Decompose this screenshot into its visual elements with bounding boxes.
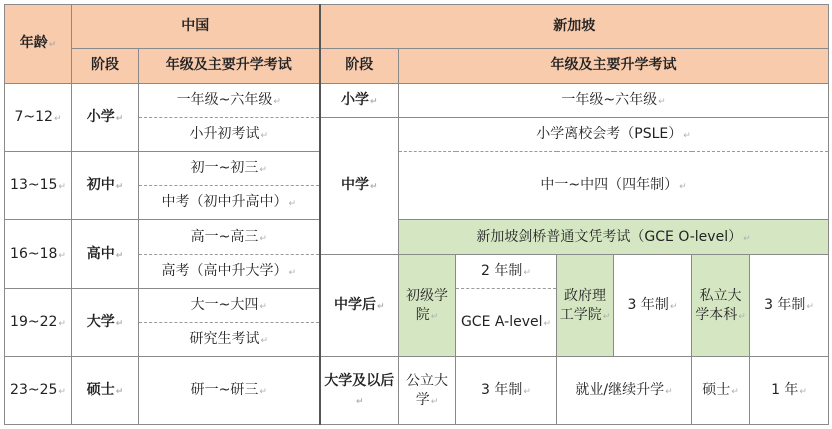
sg-junior-college: 初级学院↵ bbox=[399, 254, 456, 357]
sg-private-university: 私立大学本科↵ bbox=[692, 254, 750, 357]
cn-grade-header: 年级及主要升学考试 bbox=[139, 49, 320, 83]
cn-stage-primary: 小学↵ bbox=[72, 83, 139, 151]
age-cell: 13~15↵ bbox=[5, 152, 72, 220]
china-header: 中国 bbox=[72, 5, 320, 49]
sg-psle: 小学离校会考（PSLE）↵ bbox=[399, 117, 829, 151]
sg-stage-secondary: 中学↵ bbox=[320, 117, 399, 254]
age-header: 年龄↵ bbox=[5, 5, 72, 84]
cn-stage-senior: 高中↵ bbox=[72, 220, 139, 288]
age-cell: 7~12↵ bbox=[5, 83, 72, 151]
cn-master-grades: 研一~研三↵ bbox=[139, 357, 320, 425]
sg-olevel: 新加坡剑桥普通文凭考试（GCE O-level）↵ bbox=[399, 220, 829, 254]
cn-university-exam: 研究生考试↵ bbox=[139, 323, 320, 357]
sg-jc-years: 2 年制↵ bbox=[456, 254, 557, 288]
sg-public-years: 3 年制↵ bbox=[456, 357, 557, 425]
cn-stage-header: 阶段 bbox=[72, 49, 139, 83]
cn-university-grades: 大一~大四↵ bbox=[139, 288, 320, 322]
sg-poly-years: 3 年制↵ bbox=[614, 254, 692, 357]
age-cell: 16~18↵ bbox=[5, 220, 72, 288]
cn-stage-university: 大学↵ bbox=[72, 288, 139, 356]
cn-primary-grades: 一年级~六年级↵ bbox=[139, 83, 320, 117]
sg-polytechnic: 政府理工学院↵ bbox=[557, 254, 614, 357]
sg-stage-after-university: 大学及以后↵ bbox=[320, 357, 399, 425]
sg-grade-header: 年级及主要升学考试 bbox=[399, 49, 829, 83]
sg-master-years: 1 年↵ bbox=[750, 357, 829, 425]
cn-stage-master: 硕士↵ bbox=[72, 357, 139, 425]
sg-master: 硕士↵ bbox=[692, 357, 750, 425]
age-cell: 19~22↵ bbox=[5, 288, 72, 356]
singapore-header: 新加坡 bbox=[320, 5, 829, 49]
cn-senior-exam: 高考（高中升大学）↵ bbox=[139, 254, 320, 288]
sg-public-university: 公立大学↵ bbox=[399, 357, 456, 425]
sg-primary-grades: 一年级~六年级↵ bbox=[399, 83, 829, 117]
sg-stage-header: 阶段 bbox=[320, 49, 399, 83]
sg-work-or-study: 就业/继续升学↵ bbox=[557, 357, 692, 425]
sg-stage-post-secondary: 中学后↵ bbox=[320, 254, 399, 357]
sg-stage-primary: 小学↵ bbox=[320, 83, 399, 117]
cn-stage-junior: 初中↵ bbox=[72, 152, 139, 220]
cn-primary-exam: 小升初考试↵ bbox=[139, 117, 320, 151]
sg-alevel: GCE A-level↵ bbox=[456, 288, 557, 356]
cn-senior-grades: 高一~高三↵ bbox=[139, 220, 320, 254]
education-comparison-table bbox=[4, 4, 829, 425]
sg-secondary-grades: 中一~中四（四年制）↵ bbox=[399, 152, 829, 220]
age-cell: 23~25↵ bbox=[5, 357, 72, 425]
sg-private-years: 3 年制↵ bbox=[750, 254, 829, 357]
cn-junior-grades: 初一~初三↵ bbox=[139, 152, 320, 186]
cn-junior-exam: 中考（初中升高中）↵ bbox=[139, 186, 320, 220]
